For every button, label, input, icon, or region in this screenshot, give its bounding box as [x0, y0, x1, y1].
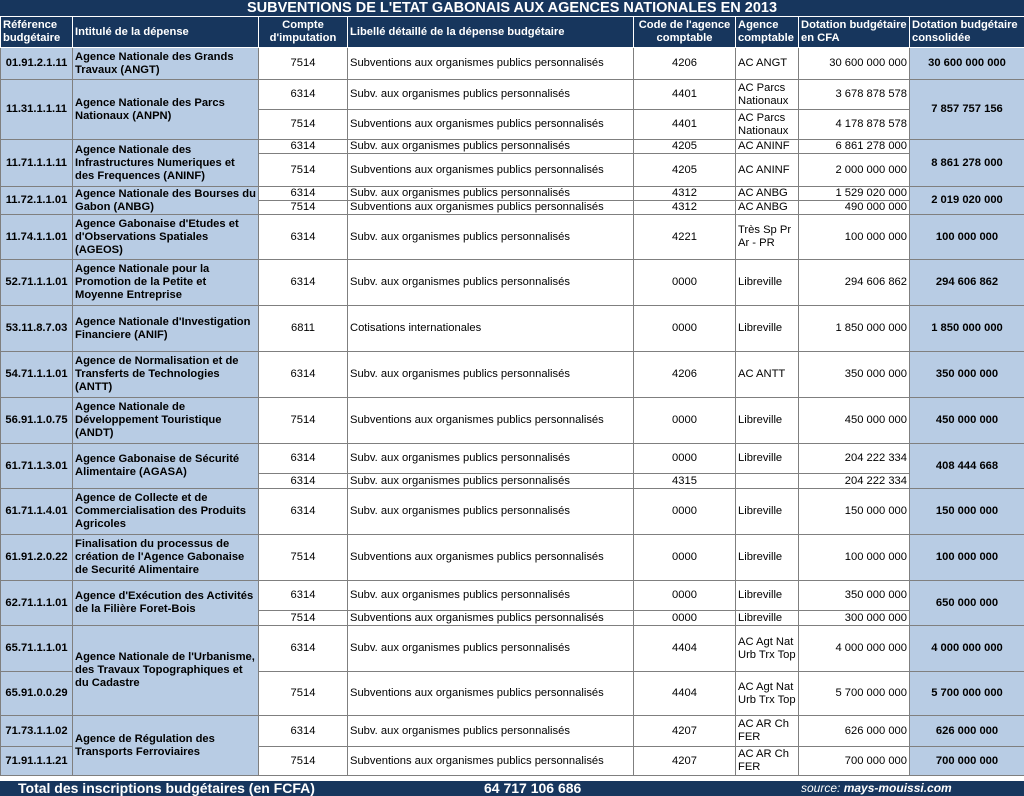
consolidee-cell: 408 444 668 [910, 444, 1024, 489]
agence-cell: AC ANTT [736, 352, 799, 398]
libelle-cell: Subv. aux organismes publics personnalisés [348, 474, 634, 489]
table-row [1, 398, 1024, 444]
dotation-cell: 490 000 000 [799, 201, 910, 215]
consolidee-cell: 1 850 000 000 [910, 306, 1024, 352]
ref-cell: 11.72.1.1.01 [1, 187, 73, 215]
agency-name-cell: Agence de Normalisation et de Transferts de Technologies (ANTT) [73, 352, 259, 398]
consolidee-cell: 5 700 000 000 [910, 672, 1024, 716]
agency-name-cell: Agence de Régulation des Transports Ferroviaires [73, 716, 259, 776]
agence-cell [736, 474, 799, 489]
dotation-cell: 350 000 000 [799, 352, 910, 398]
agence-cell: Très Sp Pr Ar - PR [736, 215, 799, 260]
table-row [1, 215, 1024, 260]
ref-cell: 53.11.8.7.03 [1, 306, 73, 352]
agence-cell: AC ANBG [736, 201, 799, 215]
ref-cell: 11.31.1.1.11 [1, 80, 73, 140]
code-cell: 4312 [634, 201, 736, 215]
header-libelle: Libellé détaillé de la dépense budgétaire [348, 17, 634, 48]
code-cell: 4312 [634, 187, 736, 201]
dotation-cell: 450 000 000 [799, 398, 910, 444]
agence-cell: Libreville [736, 306, 799, 352]
agency-name-cell: Agence Nationale des Infrastructures Numeriques et des Frequences (ANINF) [73, 140, 259, 187]
agence-cell: AC AR Ch FER [736, 716, 799, 747]
compte-cell: 6314 [259, 489, 348, 535]
table-row [1, 535, 1024, 581]
dotation-cell: 204 222 334 [799, 444, 910, 474]
ref-cell: 65.91.0.0.29 [1, 672, 73, 716]
consolidee-cell: 650 000 000 [910, 581, 1024, 626]
libelle-cell: Subv. aux organismes publics personnalisés [348, 489, 634, 535]
dotation-cell: 5 700 000 000 [799, 672, 910, 716]
header-dotation: Dotation budgétaire en CFA [799, 17, 910, 48]
consolidee-cell: 150 000 000 [910, 489, 1024, 535]
agence-cell: Libreville [736, 611, 799, 626]
agence-cell: AC ANINF [736, 154, 799, 187]
agence-cell: AC Parcs Nationaux [736, 80, 799, 110]
table-row [1, 626, 1024, 672]
dotation-cell: 100 000 000 [799, 535, 910, 581]
libelle-cell: Subventions aux organismes publics personnalisés [348, 201, 634, 215]
ref-cell: 71.73.1.1.02 [1, 716, 73, 747]
code-cell: 4315 [634, 474, 736, 489]
ref-cell: 61.71.1.4.01 [1, 489, 73, 535]
libelle-cell: Cotisations internationales [348, 306, 634, 352]
libelle-cell: Subventions aux organismes publics personnalisés [348, 672, 634, 716]
agence-cell: AC ANINF [736, 140, 799, 154]
consolidee-cell: 294 606 862 [910, 260, 1024, 306]
code-cell: 4205 [634, 154, 736, 187]
compte-cell: 7514 [259, 154, 348, 187]
compte-cell: 7514 [259, 535, 348, 581]
code-cell: 4206 [634, 352, 736, 398]
source-note [801, 781, 952, 796]
code-cell: 4401 [634, 110, 736, 140]
libelle-cell: Subventions aux organismes publics personnalisés [348, 154, 634, 187]
agency-name-cell: Agence Nationale des Parcs Nationaux (ANPN) [73, 80, 259, 140]
libelle-cell: Subv. aux organismes publics personnalisés [348, 187, 634, 201]
libelle-cell: Subventions aux organismes publics personnalisés [348, 535, 634, 581]
agence-cell: AC AR Ch FER [736, 747, 799, 776]
code-cell: 4401 [634, 80, 736, 110]
ref-cell: 54.71.1.1.01 [1, 352, 73, 398]
compte-cell: 6314 [259, 626, 348, 672]
compte-cell: 6314 [259, 260, 348, 306]
code-cell: 4404 [634, 626, 736, 672]
agency-name-cell: Agence de Collecte et de Commercialisation des Produits Agricoles [73, 489, 259, 535]
code-cell: 0000 [634, 398, 736, 444]
ref-cell: 52.71.1.1.01 [1, 260, 73, 306]
consolidee-cell: 7 857 757 156 [910, 80, 1024, 140]
dotation-cell: 150 000 000 [799, 489, 910, 535]
consolidee-cell: 100 000 000 [910, 215, 1024, 260]
agency-name-cell: Agence d'Exécution des Activités de la Filière Foret-Bois [73, 581, 259, 626]
code-cell: 4404 [634, 672, 736, 716]
compte-cell: 7514 [259, 48, 348, 80]
table-row [1, 352, 1024, 398]
table-title: SUBVENTIONS DE L'ETAT GABONAIS AUX AGENCES NATIONALES EN 2013 [0, 0, 1024, 16]
agency-name-cell: Agence Nationale d'Investigation Financiere (ANIF) [73, 306, 259, 352]
compte-cell: 7514 [259, 398, 348, 444]
code-cell: 0000 [634, 581, 736, 611]
ref-cell: 61.71.1.3.01 [1, 444, 73, 489]
agence-cell: Libreville [736, 489, 799, 535]
compte-cell: 6314 [259, 352, 348, 398]
code-cell: 0000 [634, 611, 736, 626]
compte-cell: 7514 [259, 672, 348, 716]
code-cell: 0000 [634, 535, 736, 581]
dotation-cell: 4 178 878 578 [799, 110, 910, 140]
dotation-cell: 3 678 878 578 [799, 80, 910, 110]
consolidee-cell: 2 019 020 000 [910, 187, 1024, 215]
dotation-cell: 100 000 000 [799, 215, 910, 260]
compte-cell: 6314 [259, 215, 348, 260]
agence-cell: Libreville [736, 398, 799, 444]
consolidee-cell: 30 600 000 000 [910, 48, 1024, 80]
header-ref: Référence budgétaire [1, 17, 73, 48]
dotation-cell: 700 000 000 [799, 747, 910, 776]
code-cell: 0000 [634, 306, 736, 352]
subsidies-table [0, 16, 1024, 776]
dotation-cell: 1 850 000 000 [799, 306, 910, 352]
agency-name-cell: Agence Nationale des Bourses du Gabon (ANBG) [73, 187, 259, 215]
libelle-cell: Subv. aux organismes publics personnalisés [348, 260, 634, 306]
code-cell: 0000 [634, 260, 736, 306]
agence-cell: Libreville [736, 535, 799, 581]
compte-cell: 6314 [259, 716, 348, 747]
libelle-cell: Subventions aux organismes publics personnalisés [348, 110, 634, 140]
dotation-cell: 204 222 334 [799, 474, 910, 489]
code-cell: 4205 [634, 140, 736, 154]
compte-cell: 6314 [259, 187, 348, 201]
compte-cell: 6314 [259, 474, 348, 489]
header-row [1, 17, 1024, 48]
compte-cell: 7514 [259, 747, 348, 776]
consolidee-cell: 8 861 278 000 [910, 140, 1024, 187]
table-row [1, 80, 1024, 110]
libelle-cell: Subv. aux organismes publics personnalisés [348, 215, 634, 260]
code-cell: 0000 [634, 489, 736, 535]
total-footer [0, 781, 1024, 796]
agency-name-cell: Agence Nationale de l'Urbanisme, des Travaux Topographiques et du Cadastre [73, 626, 259, 716]
table-row [1, 581, 1024, 611]
dotation-cell: 294 606 862 [799, 260, 910, 306]
dotation-cell: 2 000 000 000 [799, 154, 910, 187]
table-row [1, 489, 1024, 535]
dotation-cell: 30 600 000 000 [799, 48, 910, 80]
agence-cell: AC Parcs Nationaux [736, 110, 799, 140]
total-value: 64 717 106 686 [484, 780, 582, 796]
agency-name-cell: Agence Nationale de Développement Touristique (ANDT) [73, 398, 259, 444]
header-agence: Agence comptable [736, 17, 799, 48]
table-row [1, 716, 1024, 747]
header-compte: Compte d'imputation [259, 17, 348, 48]
libelle-cell: Subv. aux organismes publics personnalisés [348, 716, 634, 747]
agence-cell: AC ANBG [736, 187, 799, 201]
agence-cell: AC Agt Nat Urb Trx Top [736, 626, 799, 672]
table-row [1, 140, 1024, 154]
libelle-cell: Subventions aux organismes publics personnalisés [348, 398, 634, 444]
table-row [1, 260, 1024, 306]
header-code: Code de l'agence comptable [634, 17, 736, 48]
code-cell: 0000 [634, 444, 736, 474]
agency-name-cell: Finalisation du processus de création de l'Agence Gabonaise de Securité Alimentaire [73, 535, 259, 581]
compte-cell: 7514 [259, 611, 348, 626]
total-label: Total des inscriptions budgétaires (en FCFA) [18, 780, 315, 796]
header-consolidee: Dotation budgétaire consolidée [910, 17, 1024, 48]
dotation-cell: 626 000 000 [799, 716, 910, 747]
agency-name-cell: Agence Nationale des Grands Travaux (ANGT) [73, 48, 259, 80]
source-link: mays-mouissi.com [843, 781, 952, 795]
libelle-cell: Subv. aux organismes publics personnalisés [348, 352, 634, 398]
consolidee-cell: 100 000 000 [910, 535, 1024, 581]
code-cell: 4221 [634, 215, 736, 260]
libelle-cell: Subv. aux organismes publics personnalisés [348, 140, 634, 154]
dotation-cell: 300 000 000 [799, 611, 910, 626]
ref-cell: 61.91.2.0.22 [1, 535, 73, 581]
libelle-cell: Subv. aux organismes publics personnalisés [348, 80, 634, 110]
ref-cell: 56.91.1.0.75 [1, 398, 73, 444]
ref-cell: 11.71.1.1.11 [1, 140, 73, 187]
code-cell: 4206 [634, 48, 736, 80]
libelle-cell: Subv. aux organismes publics personnalisés [348, 444, 634, 474]
source-prefix: source: [801, 781, 844, 795]
libelle-cell: Subventions aux organismes publics personnalisés [348, 48, 634, 80]
table-row [1, 187, 1024, 201]
compte-cell: 6314 [259, 140, 348, 154]
agence-cell: AC Agt Nat Urb Trx Top [736, 672, 799, 716]
consolidee-cell: 4 000 000 000 [910, 626, 1024, 672]
compte-cell: 7514 [259, 201, 348, 215]
ref-cell: 71.91.1.1.21 [1, 747, 73, 776]
agence-cell: AC ANGT [736, 48, 799, 80]
libelle-cell: Subventions aux organismes publics personnalisés [348, 747, 634, 776]
compte-cell: 6314 [259, 80, 348, 110]
dotation-cell: 6 861 278 000 [799, 140, 910, 154]
compte-cell: 6811 [259, 306, 348, 352]
agence-cell: Libreville [736, 581, 799, 611]
header-intitule: Intitulé de la dépense [73, 17, 259, 48]
table-row [1, 48, 1024, 80]
compte-cell: 6314 [259, 581, 348, 611]
libelle-cell: Subv. aux organismes publics personnalisés [348, 581, 634, 611]
compte-cell: 6314 [259, 444, 348, 474]
dotation-cell: 4 000 000 000 [799, 626, 910, 672]
agence-cell: Libreville [736, 444, 799, 474]
consolidee-cell: 626 000 000 [910, 716, 1024, 747]
consolidee-cell: 450 000 000 [910, 398, 1024, 444]
ref-cell: 62.71.1.1.01 [1, 581, 73, 626]
libelle-cell: Subv. aux organismes publics personnalisés [348, 626, 634, 672]
code-cell: 4207 [634, 716, 736, 747]
dotation-cell: 350 000 000 [799, 581, 910, 611]
ref-cell: 11.74.1.1.01 [1, 215, 73, 260]
ref-cell: 65.71.1.1.01 [1, 626, 73, 672]
agency-name-cell: Agence Gabonaise d'Etudes et d'Observations Spatiales (AGEOS) [73, 215, 259, 260]
dotation-cell: 1 529 020 000 [799, 187, 910, 201]
table-row [1, 306, 1024, 352]
code-cell: 4207 [634, 747, 736, 776]
agency-name-cell: Agence Gabonaise de Sécurité Alimentaire (AGASA) [73, 444, 259, 489]
compte-cell: 7514 [259, 110, 348, 140]
agence-cell: Libreville [736, 260, 799, 306]
ref-cell: 01.91.2.1.11 [1, 48, 73, 80]
consolidee-cell: 700 000 000 [910, 747, 1024, 776]
agency-name-cell: Agence Nationale pour la Promotion de la Petite et Moyenne Entreprise [73, 260, 259, 306]
table-row [1, 444, 1024, 474]
consolidee-cell: 350 000 000 [910, 352, 1024, 398]
libelle-cell: Subventions aux organismes publics personnalisés [348, 611, 634, 626]
